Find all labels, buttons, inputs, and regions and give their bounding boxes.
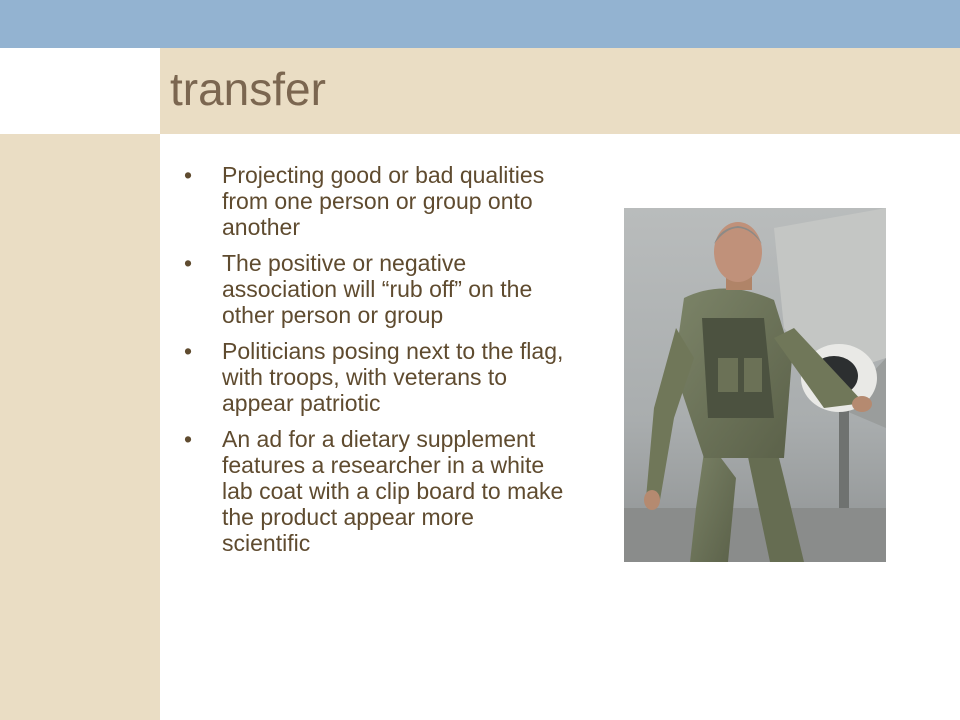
top-color-band <box>0 0 960 48</box>
bullet-item <box>184 426 564 556</box>
bullet-list <box>184 162 564 566</box>
bullet-dot: • <box>184 162 193 188</box>
bullet-text: Politicians posing next to the flag, with troops, with veterans to appear patriotic <box>222 338 564 416</box>
bullet-text: The positive or negative association will “rub off” on the other person or group <box>222 250 533 328</box>
bullet-text: An ad for a dietary supplement features a researcher in a white lab coat with a clip board to make the product appear more scientific <box>222 426 564 556</box>
bullet-text: Projecting good or bad qualities from one person or group onto another <box>222 162 545 240</box>
bullet-dot: • <box>184 426 193 452</box>
bullet-dot: • <box>184 338 193 364</box>
pilot-photo <box>624 208 886 562</box>
bullet-item <box>184 250 564 328</box>
left-sidebar-band <box>0 134 160 720</box>
bullet-dot: • <box>184 250 193 276</box>
slide-title: transfer <box>170 63 326 115</box>
bullet-item <box>184 162 564 240</box>
bullet-item <box>184 338 564 416</box>
